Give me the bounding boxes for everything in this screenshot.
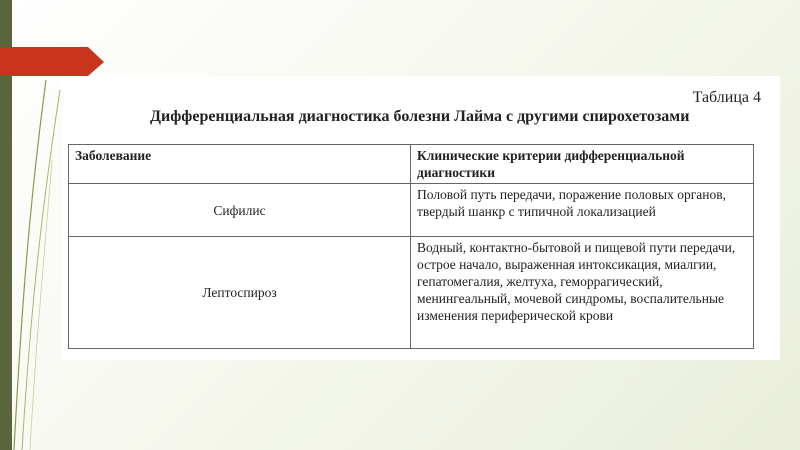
table-header-row xyxy=(69,145,754,184)
table-row xyxy=(69,237,754,349)
diagnosis-table xyxy=(68,144,754,349)
table-caption: Таблица 4 xyxy=(692,89,761,106)
disease-cell: Лептоспироз xyxy=(69,237,411,349)
criteria-cell: Половой путь передачи, поражение половых органов, твердый шанкр с типичной локализацией xyxy=(411,184,754,237)
slide-content xyxy=(62,76,780,360)
table-row xyxy=(69,184,754,237)
title-banner xyxy=(0,47,104,76)
header-disease: Заболевание xyxy=(69,145,411,184)
disease-cell: Сифилис xyxy=(69,184,411,237)
header-criteria: Клинические критерии дифференциальной диагностики xyxy=(411,145,754,184)
criteria-cell: Водный, контактно-бытовой и пищевой пути передачи, острое начало, выраженная интоксикация, миалгии, гепатомегалия, желтуха, геморрагический, менингеальный, мочевой синдромы, воспалительные изменения периферической крови xyxy=(411,237,754,349)
table-title: Дифференциальная диагностика болезни Лайма с другими спирохетозами xyxy=(150,108,690,125)
